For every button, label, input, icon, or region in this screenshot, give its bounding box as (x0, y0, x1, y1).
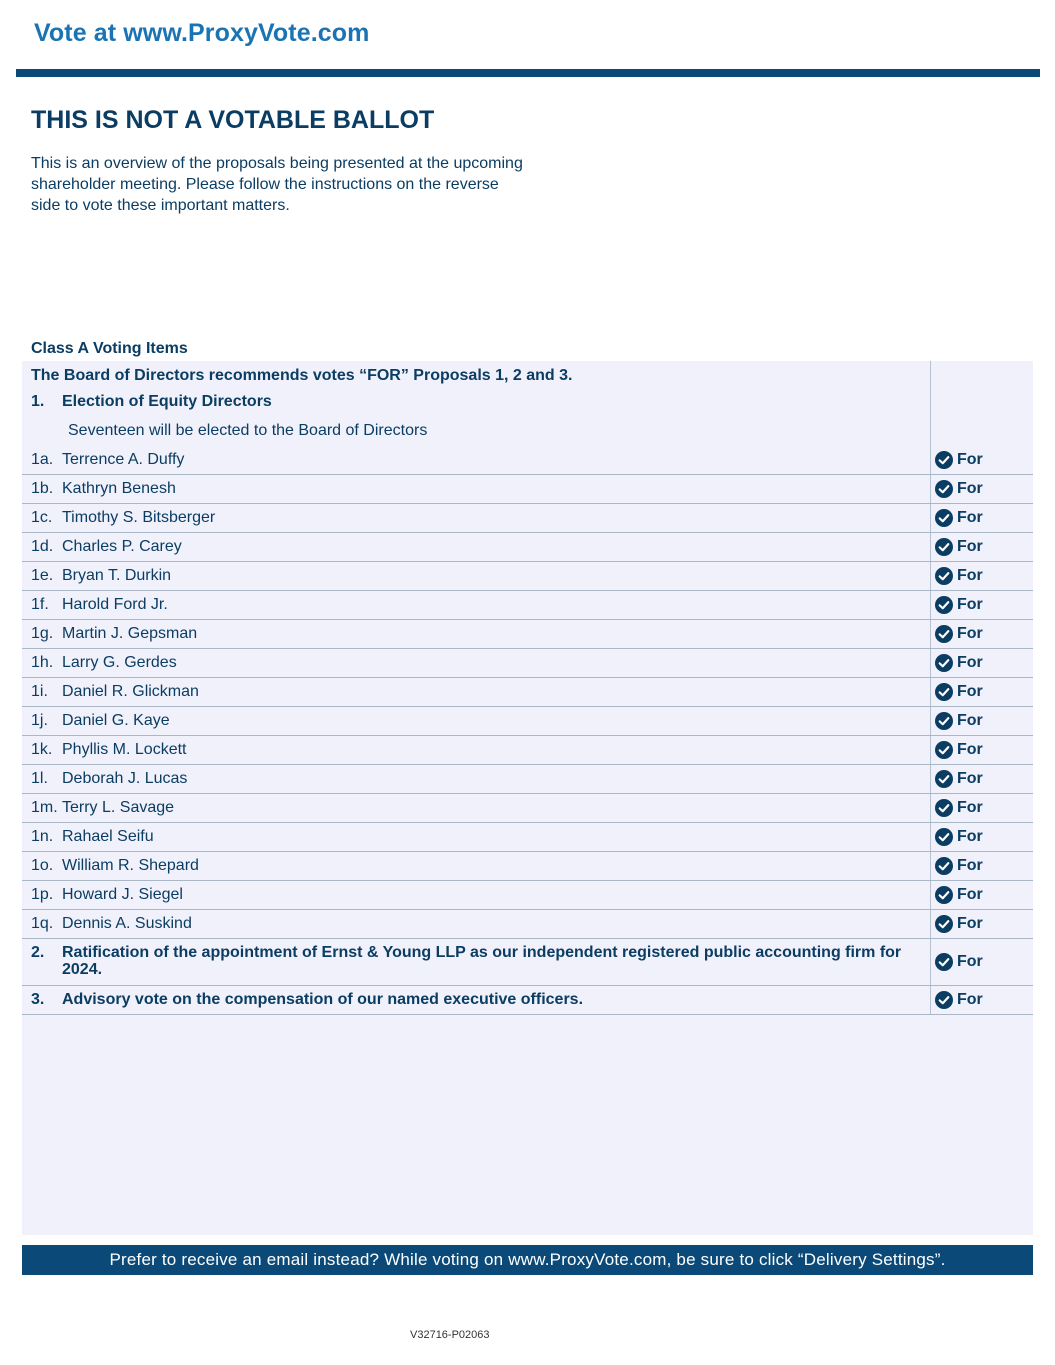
row-label: Ratification of the appointment of Ernst & Young LLP as our independent registered public accounting firm for 2024. (62, 944, 902, 978)
proposal-1-title: Election of Equity Directors (62, 393, 272, 410)
ballot-row (22, 765, 1033, 794)
vote-label: For (957, 886, 983, 903)
check-circle-icon (935, 654, 953, 672)
row-number: 1l. (31, 770, 48, 787)
ballot-row (22, 823, 1033, 852)
row-label: Terry L. Savage (62, 799, 175, 816)
check-circle-icon (935, 567, 953, 585)
row-label: William R. Shepard (62, 857, 199, 874)
vote-recommendation (935, 990, 983, 1010)
check-circle-icon (935, 886, 953, 904)
check-circle-icon (935, 596, 953, 614)
vote-recommendation (935, 508, 983, 528)
vote-label: For (957, 625, 983, 642)
vote-recommendation (935, 952, 983, 972)
row-label: Dennis A. Suskind (62, 915, 192, 932)
vote-label: For (957, 480, 983, 497)
row-number: 1c. (31, 509, 53, 526)
vote-recommendation (935, 885, 983, 905)
vote-recommendation (935, 914, 983, 934)
row-number: 3. (31, 991, 45, 1008)
ballot-row (22, 591, 1033, 620)
vote-label: For (957, 654, 983, 671)
row-label: Daniel R. Glickman (62, 683, 199, 700)
check-circle-icon (935, 857, 953, 875)
email-delivery-message: Prefer to receive an email instead? While voting on www.ProxyVote.com, be sure to click “Delivery Settings”. (109, 1250, 946, 1269)
row-number: 1n. (31, 828, 54, 845)
row-label: Deborah J. Lucas (62, 770, 188, 787)
row-label: Phyllis M. Lockett (62, 741, 187, 758)
vote-label: For (957, 538, 983, 555)
row-label: Howard J. Siegel (62, 886, 183, 903)
vote-label: For (957, 567, 983, 584)
row-label: Advisory vote on the compensation of our named executive officers. (62, 991, 584, 1008)
row-number: 1q. (31, 915, 54, 932)
row-label: Terrence A. Duffy (62, 451, 185, 468)
vote-recommendation (935, 682, 983, 702)
row-label: Larry G. Gerdes (62, 654, 177, 671)
vote-recommendation (935, 740, 983, 760)
row-number: 1e. (31, 567, 54, 584)
vote-recommendation (935, 653, 983, 673)
vote-recommendation (935, 711, 983, 731)
check-circle-icon (935, 538, 953, 556)
check-circle-icon (935, 828, 953, 846)
ballot-row (22, 881, 1033, 910)
ballot-rows (22, 446, 1033, 1015)
vote-label: For (957, 953, 983, 970)
section-label: Class A Voting Items (31, 340, 188, 357)
ballot-row (22, 649, 1033, 678)
vote-recommendation (935, 624, 983, 644)
vote-label: For (957, 799, 983, 816)
row-number: 1d. (31, 538, 54, 555)
row-label: Harold Ford Jr. (62, 596, 168, 613)
ballot-row (22, 475, 1033, 504)
vote-recommendation (935, 537, 983, 557)
vote-label: For (957, 828, 983, 845)
vote-label: For (957, 741, 983, 758)
vote-recommendation (935, 856, 983, 876)
vote-label: For (957, 509, 983, 526)
board-recommendation: The Board of Directors recommends votes “FOR” Proposals 1, 2 and 3. (31, 367, 573, 384)
row-number: 1a. (31, 451, 54, 468)
ballot-row (22, 986, 1033, 1015)
intro-paragraph: This is an overview of the proposals being presented at the upcoming shareholder meeting. Please follow the instructions on the reverse side to vote these important matters. (31, 155, 523, 214)
ballot-row (22, 533, 1033, 562)
check-circle-icon (935, 683, 953, 701)
check-circle-icon (935, 625, 953, 643)
ballot-row (22, 707, 1033, 736)
row-label: Martin J. Gepsman (62, 625, 198, 642)
row-label: Bryan T. Durkin (62, 567, 172, 584)
vote-label: For (957, 770, 983, 787)
check-circle-icon (935, 509, 953, 527)
vote-label: For (957, 991, 983, 1008)
check-circle-icon (935, 953, 953, 971)
ballot-row (22, 620, 1033, 649)
vote-label: For (957, 451, 983, 468)
check-circle-icon (935, 799, 953, 817)
vote-recommendation (935, 595, 983, 615)
ballot-row (22, 794, 1033, 823)
check-circle-icon (935, 991, 953, 1009)
header-title[interactable]: Vote at www.ProxyVote.com (34, 19, 370, 47)
proposal-1-subtitle: Seventeen will be elected to the Board of Directors (68, 422, 428, 439)
row-number: 1p. (31, 886, 54, 903)
document-code: V32716-P02063 (410, 1329, 490, 1341)
ballot-row (22, 736, 1033, 765)
vote-recommendation (935, 769, 983, 789)
ballot-row (22, 678, 1033, 707)
check-circle-icon (935, 915, 953, 933)
row-number: 2. (31, 944, 45, 961)
ballot-row (22, 504, 1033, 533)
vote-label: For (957, 915, 983, 932)
check-circle-icon (935, 741, 953, 759)
header-rule (16, 69, 1040, 77)
row-number: 1j. (31, 712, 48, 729)
row-number: 1i. (31, 683, 48, 700)
vote-recommendation (935, 798, 983, 818)
ballot-row (22, 910, 1033, 939)
row-number: 1f. (31, 596, 49, 613)
vote-recommendation (935, 450, 983, 470)
ballot-row (22, 852, 1033, 881)
vote-recommendation (935, 479, 983, 499)
email-delivery-banner (22, 1245, 1033, 1275)
check-circle-icon (935, 480, 953, 498)
row-label: Timothy S. Bitsberger (62, 509, 216, 526)
row-label: Charles P. Carey (62, 538, 182, 555)
proposal-1-number: 1. (31, 393, 45, 410)
row-number: 1k. (31, 741, 53, 758)
check-circle-icon (935, 770, 953, 788)
check-circle-icon (935, 712, 953, 730)
row-label: Daniel G. Kaye (62, 712, 170, 729)
notice-heading: THIS IS NOT A VOTABLE BALLOT (31, 106, 435, 134)
row-number: 1h. (31, 654, 54, 671)
ballot-row (22, 562, 1033, 591)
vote-recommendation (935, 566, 983, 586)
check-circle-icon (935, 451, 953, 469)
ballot-row (22, 446, 1033, 475)
vote-label: For (957, 712, 983, 729)
row-number: 1b. (31, 480, 54, 497)
row-label: Kathryn Benesh (62, 480, 176, 497)
vote-label: For (957, 683, 983, 700)
row-number: 1g. (31, 625, 54, 642)
vote-label: For (957, 857, 983, 874)
row-number: 1m. (31, 799, 58, 816)
ballot-row (22, 939, 1033, 986)
vote-label: For (957, 596, 983, 613)
row-label: Rahael Seifu (62, 828, 154, 845)
vote-recommendation (935, 827, 983, 847)
row-number: 1o. (31, 857, 54, 874)
